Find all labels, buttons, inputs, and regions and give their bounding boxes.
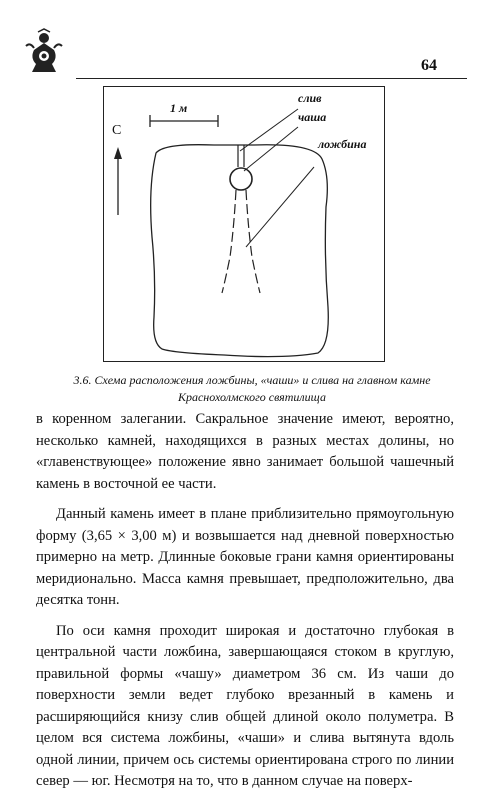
page-number: 64 <box>417 57 441 75</box>
stone-plan-diagram <box>104 87 386 363</box>
paragraph-1: в коренном залегании. Сакральное значение имеют, вероятно, несколько камней, находящихся в разных местах долины, но «главенствующее» положение явно занимает большой чашечный камень в восточной ее части. <box>36 411 454 492</box>
north-label: С <box>112 123 122 138</box>
trough-line-left <box>222 190 236 293</box>
caption-line-1: 3.6. Схема расположения ложбины, «чаши» и слива на главном камне <box>73 373 431 387</box>
leader-cup <box>244 127 298 171</box>
drain-label: слив <box>298 91 322 105</box>
figure-frame <box>103 86 385 362</box>
caption-line-2: Краснохолмского святилища <box>177 390 326 404</box>
header-rule <box>76 78 467 79</box>
scale-label: 1 м <box>170 101 188 115</box>
trough-line-right <box>246 190 260 293</box>
scale-bar <box>150 115 218 127</box>
trough-label: ложбина <box>318 137 367 151</box>
paragraph-3: По оси камня проходит широкая и достаточно глубокая в центральной части ложбина, завершающаяся стоком в круглую, правильной формы «чашу» диаметром 36 см. Из чаши до поверхности земли ведет глубоко врезанный в камень и расширяющийся книзу слив общей длиной около полуметра. В целом вся система ложбины, «чаши» и слива вытянута вдоль одной линии, причем ось системы ориентирована строго по линии север — юг. Несмотря на то, что в данном случае на поверх- <box>36 622 454 789</box>
cup-label: чаша <box>298 110 327 124</box>
paragraph-2: Данный камень имеет в плане приблизительно прямоугольную форму (3,65 × 3,00 м) и возвышается над дневной поверхностью примерно на метр. Длинные боковые грани камня ориентированы меридионально. Масса камня превышает, предположительно, два десятка тонн. <box>36 506 454 608</box>
body-text <box>36 409 454 802</box>
leader-trough <box>246 167 314 247</box>
figure-caption <box>52 372 452 406</box>
cup-circle <box>230 168 252 190</box>
publisher-emblem-icon <box>20 28 68 76</box>
stone-outline <box>151 145 329 357</box>
